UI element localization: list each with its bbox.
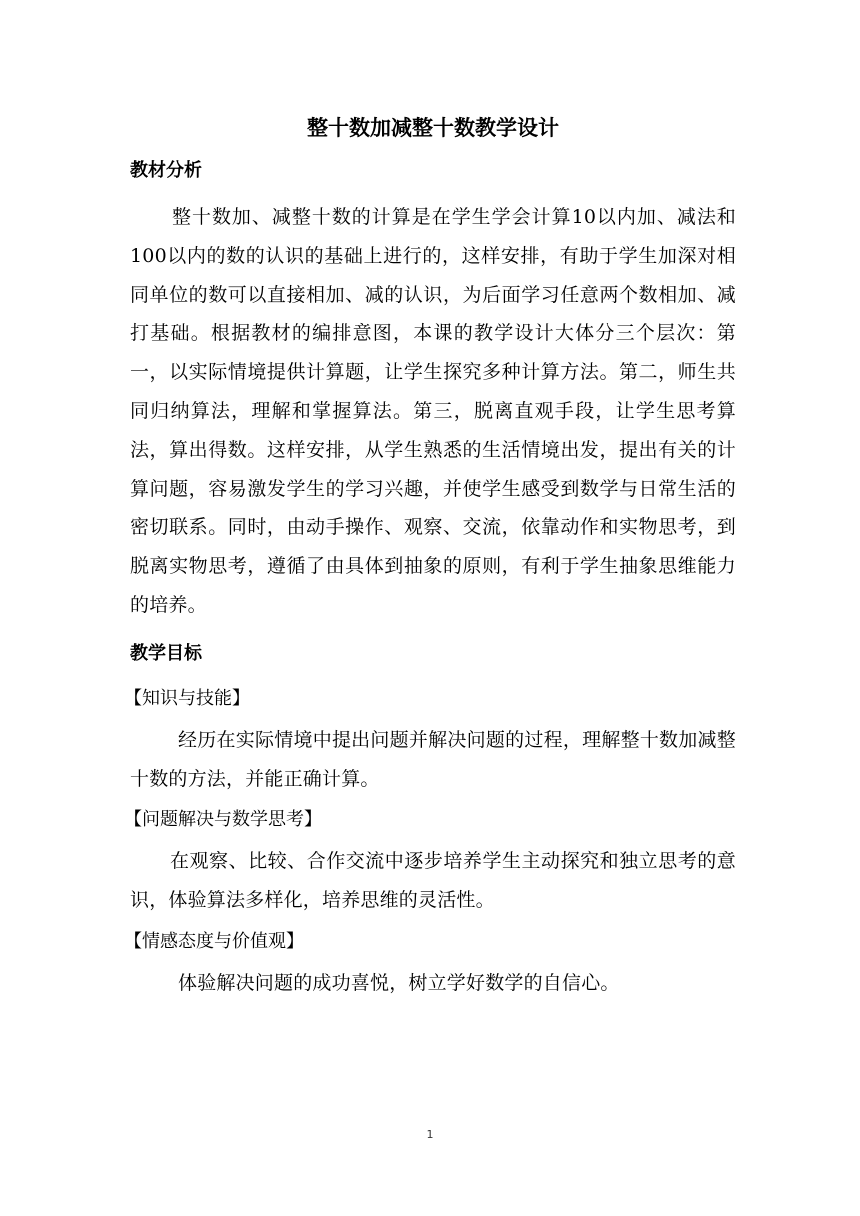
document-title: 整十数加减整十数教学设计 — [307, 116, 559, 140]
objective-label-knowledge: 【知识与技能】 — [124, 687, 250, 709]
section-heading-objectives: 教学目标 — [130, 642, 202, 664]
section-heading-analysis: 教材分析 — [130, 160, 202, 181]
objective-label-problem-solving: 【问题解决与数学思考】 — [124, 809, 322, 831]
page-number: 1 — [426, 1128, 434, 1141]
objective-text-knowledge: 经历在实际情境中提出问题并解决问题的过程，理解整十数加减整十数的方法，并能正确计算。 — [130, 728, 736, 790]
document-body — [124, 108, 736, 1003]
objective-label-emotion: 【情感态度与价值观】 — [124, 930, 304, 952]
objective-text-problem-solving: 在观察、比较、合作交流中逐步培养学生主动探究和独立思考的意识，体验算法多样化，培养思维的灵活性。 — [130, 850, 736, 912]
analysis-paragraph: 整十数加、减整十数的计算是在学生学会计算10以内加、减法和100以内的数的认识的基础上进行的，这样安排，有助于学生加深对相同单位的数可以直接相加、减的认识，为后面学习任意两个数相加、减打基础。根据教材的编排意图，本课的教学设计大体分三个层次：第一，以实际情境提供计算题，让学生探究多种计算方法。第二，师生共同归纳算法，理解和掌握算法。第三，脱离直观手段，让学生思考算法，算出得数。这样安排，从学生熟悉的生活情境出发，提出有关的计算问题，容易激发学生的学习兴趣，并使学生感受到数学与日常生活的密切联系。同时，由动手操作、观察、交流，依靠动作和实物思考，到脱离实物思考，遵循了由具体到抽象的原则，有利于学生抽象思维能力的培养。 — [130, 206, 736, 616]
objective-text-emotion: 体验解决问题的成功喜悦，树立学好数学的自信心。 — [178, 971, 620, 994]
